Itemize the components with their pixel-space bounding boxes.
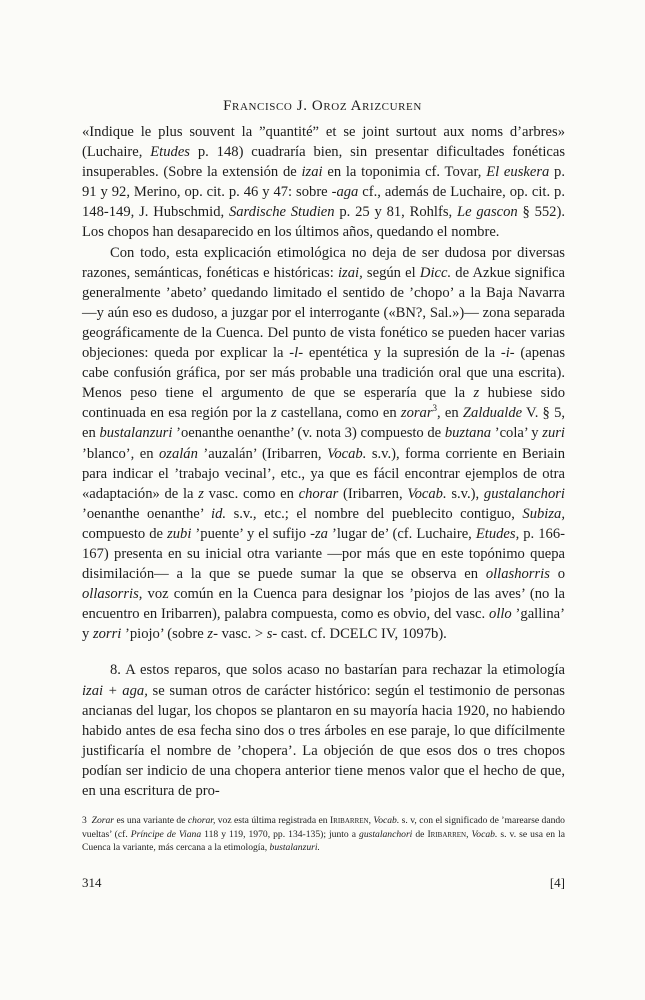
italic-text: z [473, 385, 480, 402]
italic-text: ozalán [158, 445, 198, 462]
italic-text: z [270, 405, 277, 422]
page-number: 314 [82, 875, 102, 890]
text: ’cola’ y [491, 425, 543, 442]
text: cf., además de Luchaire, op. cit. p. 148-149, J. Hubschmid, [82, 184, 565, 221]
italic-text: zubi [167, 525, 192, 542]
italic-text: Dicc. [419, 264, 452, 281]
text: de [412, 828, 428, 840]
text: s.v., etc.; el nombre del pueblecito contiguo, [226, 505, 523, 522]
text: voz común en la Cuenca para designar los ’piojos de las aves’ (no la encuentro en Iribarren), palabra compuesta, como es obvio, del vasc. [82, 586, 565, 623]
italic-text: Zaldualde [462, 405, 523, 422]
text: ’auzalán’ (Iribarren, [197, 445, 328, 462]
text: ’gallina’ y [82, 606, 565, 643]
text: cast. cf. DCELC IV, 1097b). [277, 626, 447, 643]
paragraph [82, 243, 565, 645]
footnote-number: 3 [82, 815, 87, 826]
paragraph-continued [82, 122, 565, 243]
italic-text: -i- [500, 345, 515, 362]
italic-text: chorar [298, 485, 339, 502]
text: 8. A estos reparos, que solos acaso no bastarían para rechazar la etimología [110, 662, 565, 679]
text: Con todo, esta explicación etimológica no deja de ser dudosa por diversas razones, semánticas, fonéticas e históricas: [82, 244, 565, 281]
italic-text: Etudes [150, 144, 190, 161]
italic-text: Subiza, [522, 505, 565, 522]
footnote-marker: 3 [432, 403, 438, 414]
italic-text: ollo [489, 606, 512, 623]
text: vasc. como en [203, 485, 299, 502]
italic-text: gustalanchori [483, 485, 565, 502]
italic-text: Zorar [91, 815, 115, 826]
italic-text: Vocab. [471, 828, 498, 840]
text: es una variante de [114, 815, 188, 826]
text: s.v.), [446, 485, 484, 502]
text: s. v. se usa en la Cuenca la variante, más cercana a la etimología, [82, 828, 565, 853]
text: se suman otros de carácter histórico: según el testimonio de personas ancianas del lugar, los chopos se plantaron en su mayoría hacia 1920, no habiendo habido antes de esa fecha sino dos o tres árboles en ese paraje, lo que difícilmente justificaría el nombre de ’chopera’. La objeción de que esos dos o tres chopos podían ser indicio de una chopera anterior tiene menos valor que el hecho de que, en una escritura de pro- [82, 682, 565, 799]
text: p. 91 y 92, Merino, op. cit. p. 46 y 47: sobre [82, 164, 566, 201]
italic-text: id. [211, 505, 227, 522]
text: ’lugar de’ (cf. Luchaire, [327, 525, 476, 542]
text: ’puente’ y el sufijo [191, 525, 311, 542]
text: p. 25 y 81, Rohlfs, [334, 204, 457, 221]
body-text [82, 120, 565, 801]
italic-text: bustalanzuri [99, 425, 173, 442]
text: compuesto de [82, 525, 168, 542]
text: ’oenanthe oenanthe’ (v. nota 3) compuesto de [172, 425, 445, 442]
italic-text: zuri [542, 425, 565, 442]
italic-text: Vocab. [373, 815, 400, 826]
small-caps-text: Iribarren, [427, 828, 469, 840]
italic-text: izai, [338, 264, 363, 281]
italic-text: buztana [444, 425, 492, 442]
text: (Iribarren, [338, 485, 408, 502]
text: V. § 5, en [82, 405, 566, 442]
italic-text: z [198, 485, 204, 502]
text: s.v.), forma corriente en Beriain para indicar el ’trabajo vecinal’, etc., ya que es fácil encontrar ejemplos de otra «adaptación» de la [82, 445, 565, 502]
text: vasc. > [217, 626, 267, 643]
text: hubiese sido continuada en esa región por la [82, 385, 565, 422]
text: (apenas cabe confusión gráfica, por ser más probable una tradición oral que una escrita). Menos peso tiene el argumento de que se esperaría que la [82, 345, 566, 402]
italic-text: Le gascon [456, 204, 518, 221]
text: p. 148) cuadraría bien, sin presentar dificultades fonéticas insuperables. (Sobre la extensión de [82, 144, 566, 181]
italic-text: chorar, [187, 815, 216, 826]
italic-text: bustalanzuri. [269, 842, 320, 853]
text: según el [362, 264, 420, 281]
text: epentética y la supresión de la [303, 345, 501, 362]
italic-text: -l- [289, 345, 304, 362]
text: de Azkue significa generalmente ’abeto’ quedando limitado el sentido de ’chopo’ a la Baja Navarra —y aún eso es dudoso, a juzgar por el interrogante («BN?, Sal.»)— zona separada geográficamente de la Cuenca. Del punto de vista fonético se pueden hacer varias objeciones: queda por explicar la [82, 264, 565, 362]
text: s. v, con el significado de ’marearse dando vueltas’ (cf. [82, 815, 565, 840]
text: voz esta última registrada en [215, 815, 330, 826]
italic-text: Etudes, [475, 525, 520, 542]
italic-text: Vocab. [327, 445, 367, 462]
text: 118 y 119, 1970, pp. 134-135); junto a [201, 828, 360, 840]
text: § 552). Los chopos han desaparecido en los últimos años, quedando el nombre. [82, 204, 565, 241]
text: p. 166-167) presenta en su inicial otra variante —por más que en este topónimo quepa disimilación— a la que se puede sumar la que se observa en [82, 525, 565, 583]
italic-text: ollasorris, [82, 586, 143, 603]
small-caps-text: Iribarren, [329, 815, 371, 826]
italic-text: zorri [92, 626, 122, 643]
italic-text: s- [266, 626, 278, 643]
text: o [549, 566, 565, 583]
footnote [82, 814, 565, 855]
text: , en [437, 405, 463, 422]
italic-text: zorar [400, 405, 433, 422]
italic-text: z- [207, 626, 218, 643]
italic-text: Príncipe de Viana [130, 828, 202, 840]
italic-text: Vocab. [407, 485, 447, 502]
text: «Indique le plus souvent la ”quantité” et se joint surtout aux noms d’arbres» (Luchaire, [82, 124, 565, 161]
italic-text: El euskera [486, 164, 550, 181]
italic-text: izai [301, 164, 323, 181]
italic-text: Sardische Studien [228, 204, 335, 221]
text: ’blanco’, en [82, 445, 159, 462]
italic-text: ollashorris [485, 566, 550, 583]
text: castellana, como en [276, 405, 401, 422]
text: en la toponimia cf. Tovar, [322, 164, 487, 181]
italic-text: izai + aga, [82, 682, 148, 699]
italic-text: -aga [331, 184, 359, 201]
italic-text: gustalanchori [359, 828, 413, 840]
text: ’oenanthe oenanthe’ [82, 505, 212, 522]
italic-text: -za [310, 525, 328, 542]
numbered-paragraph [82, 660, 565, 801]
bracket-page-number: [4] [549, 875, 565, 890]
text: ’piojo’ (sobre [121, 626, 208, 643]
running-header: Francisco J. Oroz Arizcuren [223, 98, 422, 114]
